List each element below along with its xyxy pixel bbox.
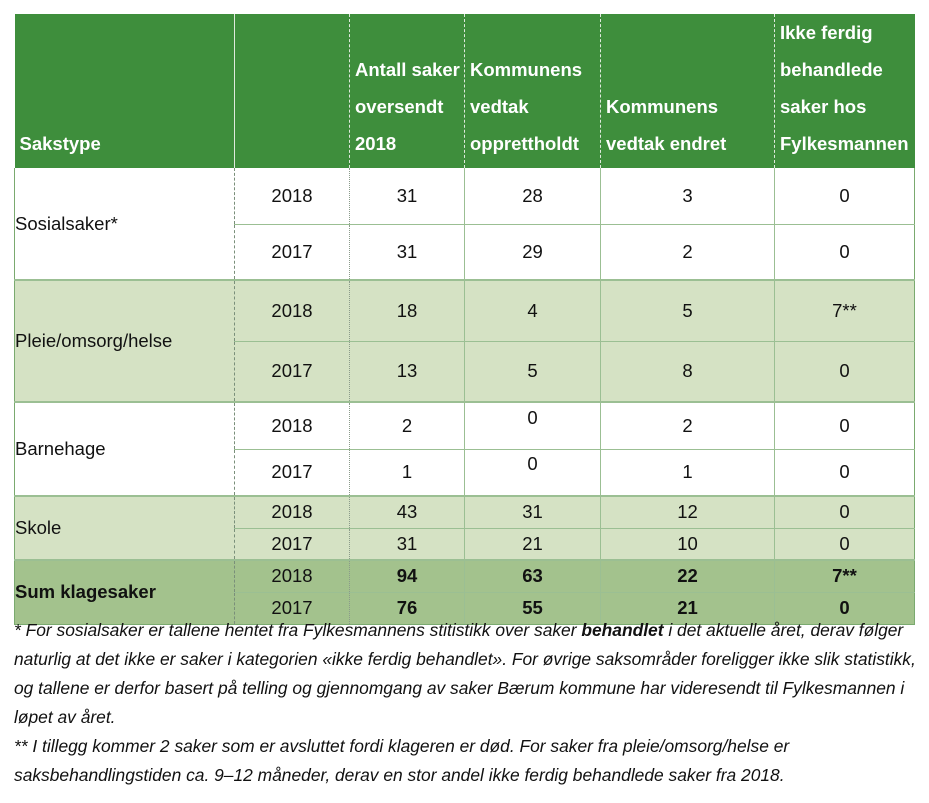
ikke-ferdig-cell: 0 bbox=[775, 449, 915, 496]
header-ikke-ferdig: Ikke ferdig behandlede saker hos Fylkesmannen bbox=[775, 14, 915, 168]
footnotes bbox=[14, 616, 919, 790]
opprettholdt-cell: 0 bbox=[527, 406, 538, 428]
antall-cell: 31 bbox=[350, 224, 465, 280]
category-label: Barnehage bbox=[15, 402, 235, 496]
opprettholdt-cell: 29 bbox=[465, 224, 601, 280]
antall-cell: 94 bbox=[350, 560, 465, 592]
endret-cell: 21 bbox=[601, 592, 775, 624]
year-cell: 2017 bbox=[235, 592, 350, 624]
year-cell: 2018 bbox=[235, 496, 350, 528]
header-year bbox=[235, 14, 350, 168]
footnote-1-end: i det aktuelle året, bbox=[663, 620, 806, 640]
year-cell: 2018 bbox=[235, 402, 350, 449]
antall-cell: 31 bbox=[350, 528, 465, 560]
endret-cell: 8 bbox=[601, 341, 775, 402]
ikke-ferdig-cell: 0 bbox=[775, 528, 915, 560]
antall-cell: 31 bbox=[350, 168, 465, 224]
ikke-ferdig-cell: 0 bbox=[775, 168, 915, 224]
ikke-ferdig-cell: 0 bbox=[775, 402, 915, 449]
table-row bbox=[15, 496, 915, 528]
header-sakstype: Sakstype bbox=[15, 14, 235, 168]
antall-cell: 18 bbox=[350, 280, 465, 341]
endret-cell: 5 bbox=[601, 280, 775, 341]
ikke-ferdig-cell: 7** bbox=[775, 280, 915, 341]
endret-cell: 2 bbox=[601, 402, 775, 449]
opprettholdt-cell: 0 bbox=[527, 453, 538, 475]
antall-cell: 13 bbox=[350, 341, 465, 402]
ikke-ferdig-cell: 0 bbox=[775, 224, 915, 280]
opprettholdt-cell: 21 bbox=[465, 528, 601, 560]
ikke-ferdig-cell: 7** bbox=[775, 560, 915, 592]
table-row bbox=[15, 280, 915, 341]
header-opprettholdt: Kommunens vedtak opprettholdt bbox=[465, 14, 601, 168]
header-row bbox=[15, 14, 915, 168]
antall-cell: 76 bbox=[350, 592, 465, 624]
category-label: Skole bbox=[15, 496, 235, 560]
antall-cell: 2 bbox=[350, 402, 465, 449]
category-label: Pleie/omsorg/helse bbox=[15, 280, 235, 402]
antall-cell: 43 bbox=[350, 496, 465, 528]
year-cell: 2017 bbox=[235, 449, 350, 496]
footnote-1-text: * For sosialsaker er tallene hentet fra Fylkesmannens stitistikk over saker bbox=[14, 620, 582, 640]
table-row bbox=[15, 168, 915, 224]
endret-cell: 2 bbox=[601, 224, 775, 280]
year-cell: 2017 bbox=[235, 224, 350, 280]
year-cell: 2017 bbox=[235, 341, 350, 402]
table-row bbox=[15, 402, 915, 449]
footnote-1 bbox=[14, 616, 919, 732]
ikke-ferdig-cell: 0 bbox=[775, 592, 915, 624]
header-antall: Antall saker oversendt 2018 bbox=[350, 14, 465, 168]
table-row bbox=[15, 560, 915, 592]
footnote-1-bold: behandlet bbox=[581, 620, 664, 640]
endret-cell: 1 bbox=[601, 449, 775, 496]
antall-cell: 1 bbox=[350, 449, 465, 496]
year-cell: 2018 bbox=[235, 560, 350, 592]
opprettholdt-cell: 5 bbox=[465, 341, 601, 402]
endret-cell: 12 bbox=[601, 496, 775, 528]
opprettholdt-cell: 31 bbox=[465, 496, 601, 528]
opprettholdt-cell: 55 bbox=[465, 592, 601, 624]
ikke-ferdig-cell: 0 bbox=[775, 496, 915, 528]
ikke-ferdig-cell: 0 bbox=[775, 341, 915, 402]
endret-cell: 22 bbox=[601, 560, 775, 592]
endret-cell: 10 bbox=[601, 528, 775, 560]
year-cell: 2018 bbox=[235, 168, 350, 224]
footnote-2: ** I tillegg kommer 2 saker som er avsluttet fordi klageren er død. For saker fra pleie/omsorg/helse er saksbehandlingstiden ca. 9–12 måneder, derav en stor andel ikke ferdig behandlede saker fra 2018. bbox=[14, 736, 790, 785]
opprettholdt-cell: 63 bbox=[465, 560, 601, 592]
year-cell: 2017 bbox=[235, 528, 350, 560]
klagesaker-table bbox=[14, 14, 915, 625]
opprettholdt-cell: 4 bbox=[465, 280, 601, 341]
category-label: Sosialsaker* bbox=[15, 168, 235, 280]
footnote-1-continued: derav følger naturlig at det ikke er saker i kategorien «ikke ferdig behandlet». For øvrige saksområder foreligger ikke slik statistikk, og tallene er derfor basert på telling og gjennomgang av saker Bærum kommune har videresendt til Fylkesmannen i løpet av året. bbox=[14, 620, 916, 727]
year-cell: 2018 bbox=[235, 280, 350, 341]
header-endret: Kommunens vedtak endret bbox=[601, 14, 775, 168]
opprettholdt-cell: 28 bbox=[465, 168, 601, 224]
category-label: Sum klagesaker bbox=[15, 560, 235, 624]
endret-cell: 3 bbox=[601, 168, 775, 224]
